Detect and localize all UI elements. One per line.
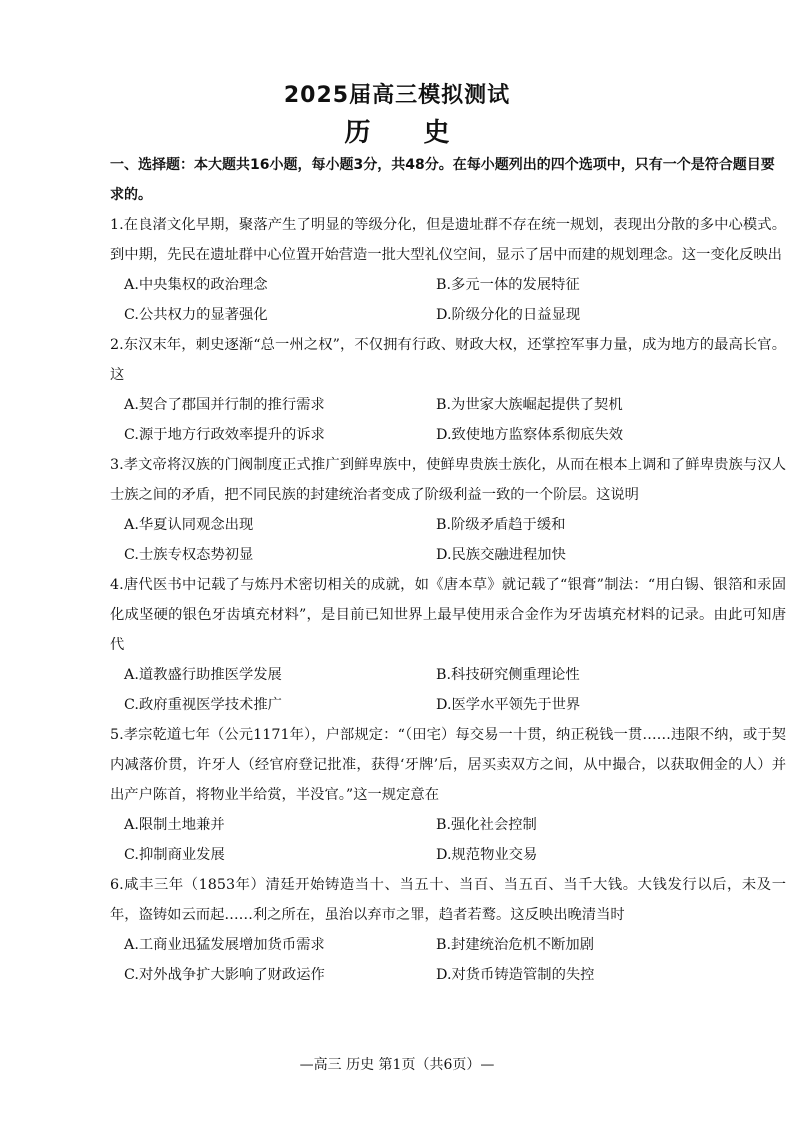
option-c: C.公共权力的显著强化: [124, 307, 268, 323]
options-list: [110, 510, 786, 570]
option-b: B.为世家大族崛起提供了契机: [436, 397, 623, 413]
question-1: [110, 210, 786, 330]
options-list: [110, 810, 786, 870]
section-instructions: 一、选择题：本大题共16小题，每小题3分，共48分。在每小题列出的四个选项中，只有一个是符合题目要求的。: [110, 157, 775, 203]
question-6: [110, 870, 786, 990]
option-a: A.中央集权的政治理念: [124, 277, 268, 293]
option-a: A.工商业迅猛发展增加货币需求: [124, 937, 325, 953]
question-stem: 2.东汉末年，刺史逐渐“总一州之权”，不仅拥有行政、财政大权，还掌控军事力量，成为地方的最高长官。这: [110, 337, 786, 383]
option-d: D.民族交融进程加快: [436, 547, 566, 563]
option-c: C.源于地方行政效率提升的诉求: [124, 427, 325, 443]
option-b: B.强化社会控制: [436, 817, 537, 833]
question-2: [110, 330, 786, 450]
option-a: A.契合了郡国并行制的推行需求: [124, 397, 325, 413]
question-4: [110, 570, 786, 720]
option-c: C.士族专权态势初显: [124, 547, 254, 563]
question-5: [110, 720, 786, 870]
option-b: B.阶级矛盾趋于缓和: [436, 517, 566, 533]
option-a: A.华夏认同观念出现: [124, 517, 254, 533]
question-stem: 3.孝文帝将汉族的门阀制度正式推广到鲜卑族中，使鲜卑贵族士族化，从而在根本上调和了鲜卑贵族与汉人士族之间的矛盾，把不同民族的封建统治者变成了阶级利益一致的一个阶层。这说明: [110, 457, 786, 503]
subject-heading: 历 史: [344, 118, 472, 148]
question-3: [110, 450, 786, 570]
option-c: C.政府重视医学技术推广: [124, 697, 282, 713]
option-d: D.对货币铸造管制的失控: [436, 967, 595, 983]
question-stem: 6.咸丰三年（1853年）清廷开始铸造当十、当五十、当百、当五百、当千大钱。大钱发行以后，未及一年，盗铸如云而起……利之所在，虽治以弃市之罪，趋者若鹜。这反映出晚清当时: [110, 877, 786, 923]
option-d: D.医学水平领先于世界: [436, 697, 581, 713]
question-stem: 1.在良渚文化早期，聚落产生了明显的等级分化，但是遗址群不存在统一规划，表现出分散的多中心模式。到中期，先民在遗址群中心位置开始营造一批大型礼仪空间，显示了居中而建的规划理念。这一变化反映出: [110, 217, 786, 263]
option-c: C.对外战争扩大影响了财政运作: [124, 967, 325, 983]
question-stem: 4.唐代医书中记载了与炼丹术密切相关的成就，如《唐本草》就记载了“银膏”制法：“用白锡、银箔和汞固化成坚硬的银色牙齿填充材料”，是目前已知世界上最早使用汞合金作为牙齿填充材料的记录。由此可知唐代: [110, 577, 786, 653]
option-d: D.规范物业交易: [436, 847, 538, 863]
exam-title: 2025届高三模拟测试: [283, 83, 511, 108]
option-b: B.科技研究侧重理论性: [436, 667, 580, 683]
option-b: B.多元一体的发展特征: [436, 277, 580, 293]
option-a: A.限制土地兼并: [124, 817, 225, 833]
option-a: A.道教盛行助推医学发展: [124, 667, 282, 683]
option-d: D.致使地方监察体系彻底失效: [436, 427, 624, 443]
option-c: C.抑制商业发展: [124, 847, 225, 863]
options-list: [110, 390, 786, 450]
question-stem: 5.孝宗乾道七年（公元1171年），户部规定：“（田宅）每交易一十贯，纳正税钱一贯……违限不纳，或于契内减落价贯，许牙人（经官府登记批准，获得‘牙牌’后，居买卖双方之间，从中撮合，以获取佣金的人）并出产户陈首，将物业半给赏，半没官。”这一规定意在: [110, 727, 786, 803]
option-d: D.阶级分化的日益显现: [436, 307, 581, 323]
option-b: B.封建统治危机不断加剧: [436, 937, 595, 953]
options-list: [110, 270, 786, 330]
exam-content: [110, 150, 786, 990]
options-list: [110, 660, 786, 720]
options-list: [110, 930, 786, 990]
page-footer: —高三 历史 第1页（共6页）—: [299, 1057, 495, 1073]
